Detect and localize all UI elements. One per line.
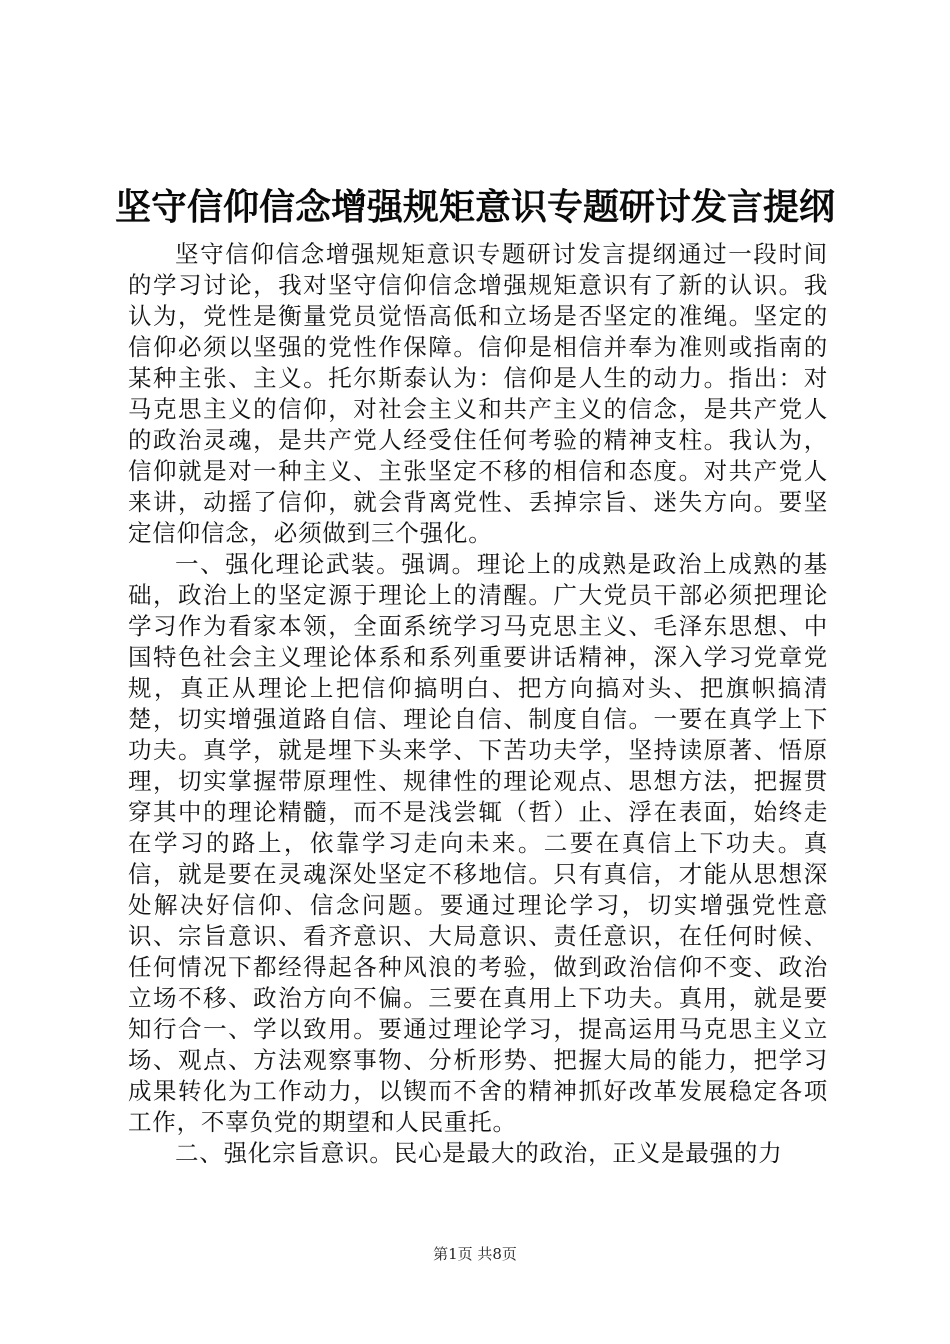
paragraph-intro: 坚守信仰信念增强规矩意识专题研讨发言提纲通过一段时间的学习讨论，我对坚守信仰信念增强规矩意识有了新的认识。我认为，党性是衡量党员觉悟高低和立场是否坚定的准绳。坚定的信仰必须以坚强的党性作保障。信仰是相信并奉为准则或指南的某种主张、主义。托尔斯泰认为：信仰是人生的动力。指出：对马克思主义的信仰，对社会主义和共产主义的信念，是共产党人的政治灵魂，是共产党人经受住任何考验的精神支柱。我认为，信仰就是对一种主义、主张坚定不移的相信和态度。对共产党人来讲，动摇了信仰，就会背离党性、丢掉宗旨、迷失方向。要坚定信仰信念，必须做到三个强化。 <box>128 240 828 547</box>
page-footer: 第1页 共8页 <box>433 1245 517 1263</box>
document-body <box>128 239 828 1169</box>
paragraph-section-one: 一、强化理论武装。强调。理论上的成熟是政治上成熟的基础，政治上的坚定源于理论上的清醒。广大党员干部必须把理论学习作为看家本领，全面系统学习马克思主义、毛泽东思想、中国特色社会主义理论体系和系列重要讲话精神，深入学习党章党规，真正从理论上把信仰搞明白、把方向搞对头、把旗帜搞清楚，切实增强道路自信、理论自信、制度自信。一要在真学上下功夫。真学，就是埋下头来学、下苦功夫学，坚持读原著、悟原理，切实掌握带原理性、规律性的理论观点、思想方法，把握贯穿其中的理论精髓，而不是浅尝辄（哲）止、浮在表面，始终走在学习的路上，依靠学习走向未来。二要在真信上下功夫。真信，就是要在灵魂深处坚定不移地信。只有真信，才能从思想深处解决好信仰、信念问题。要通过理论学习，切实增强党性意识、宗旨意识、看齐意识、大局意识、责任意识，在任何时候、任何情况下都经得起各种风浪的考验，做到政治信仰不变、政治立场不移、政治方向不偏。三要在真用上下功夫。真用，就是要知行合一、学以致用。要通过理论学习，提高运用马克思主义立场、观点、方法观察事物、分析形势、把握大局的能力，把学习成果转化为工作动力，以锲而不舍的精神抓好改革发展稳定各项工作，不辜负党的期望和人民重托。 <box>128 550 828 1136</box>
paragraph-section-two: 二、强化宗旨意识。民心是最大的政治，正义是最强的力 <box>175 1139 783 1167</box>
document-title: 坚守信仰信念增强规矩意识专题研讨发言提纲 <box>114 187 835 228</box>
